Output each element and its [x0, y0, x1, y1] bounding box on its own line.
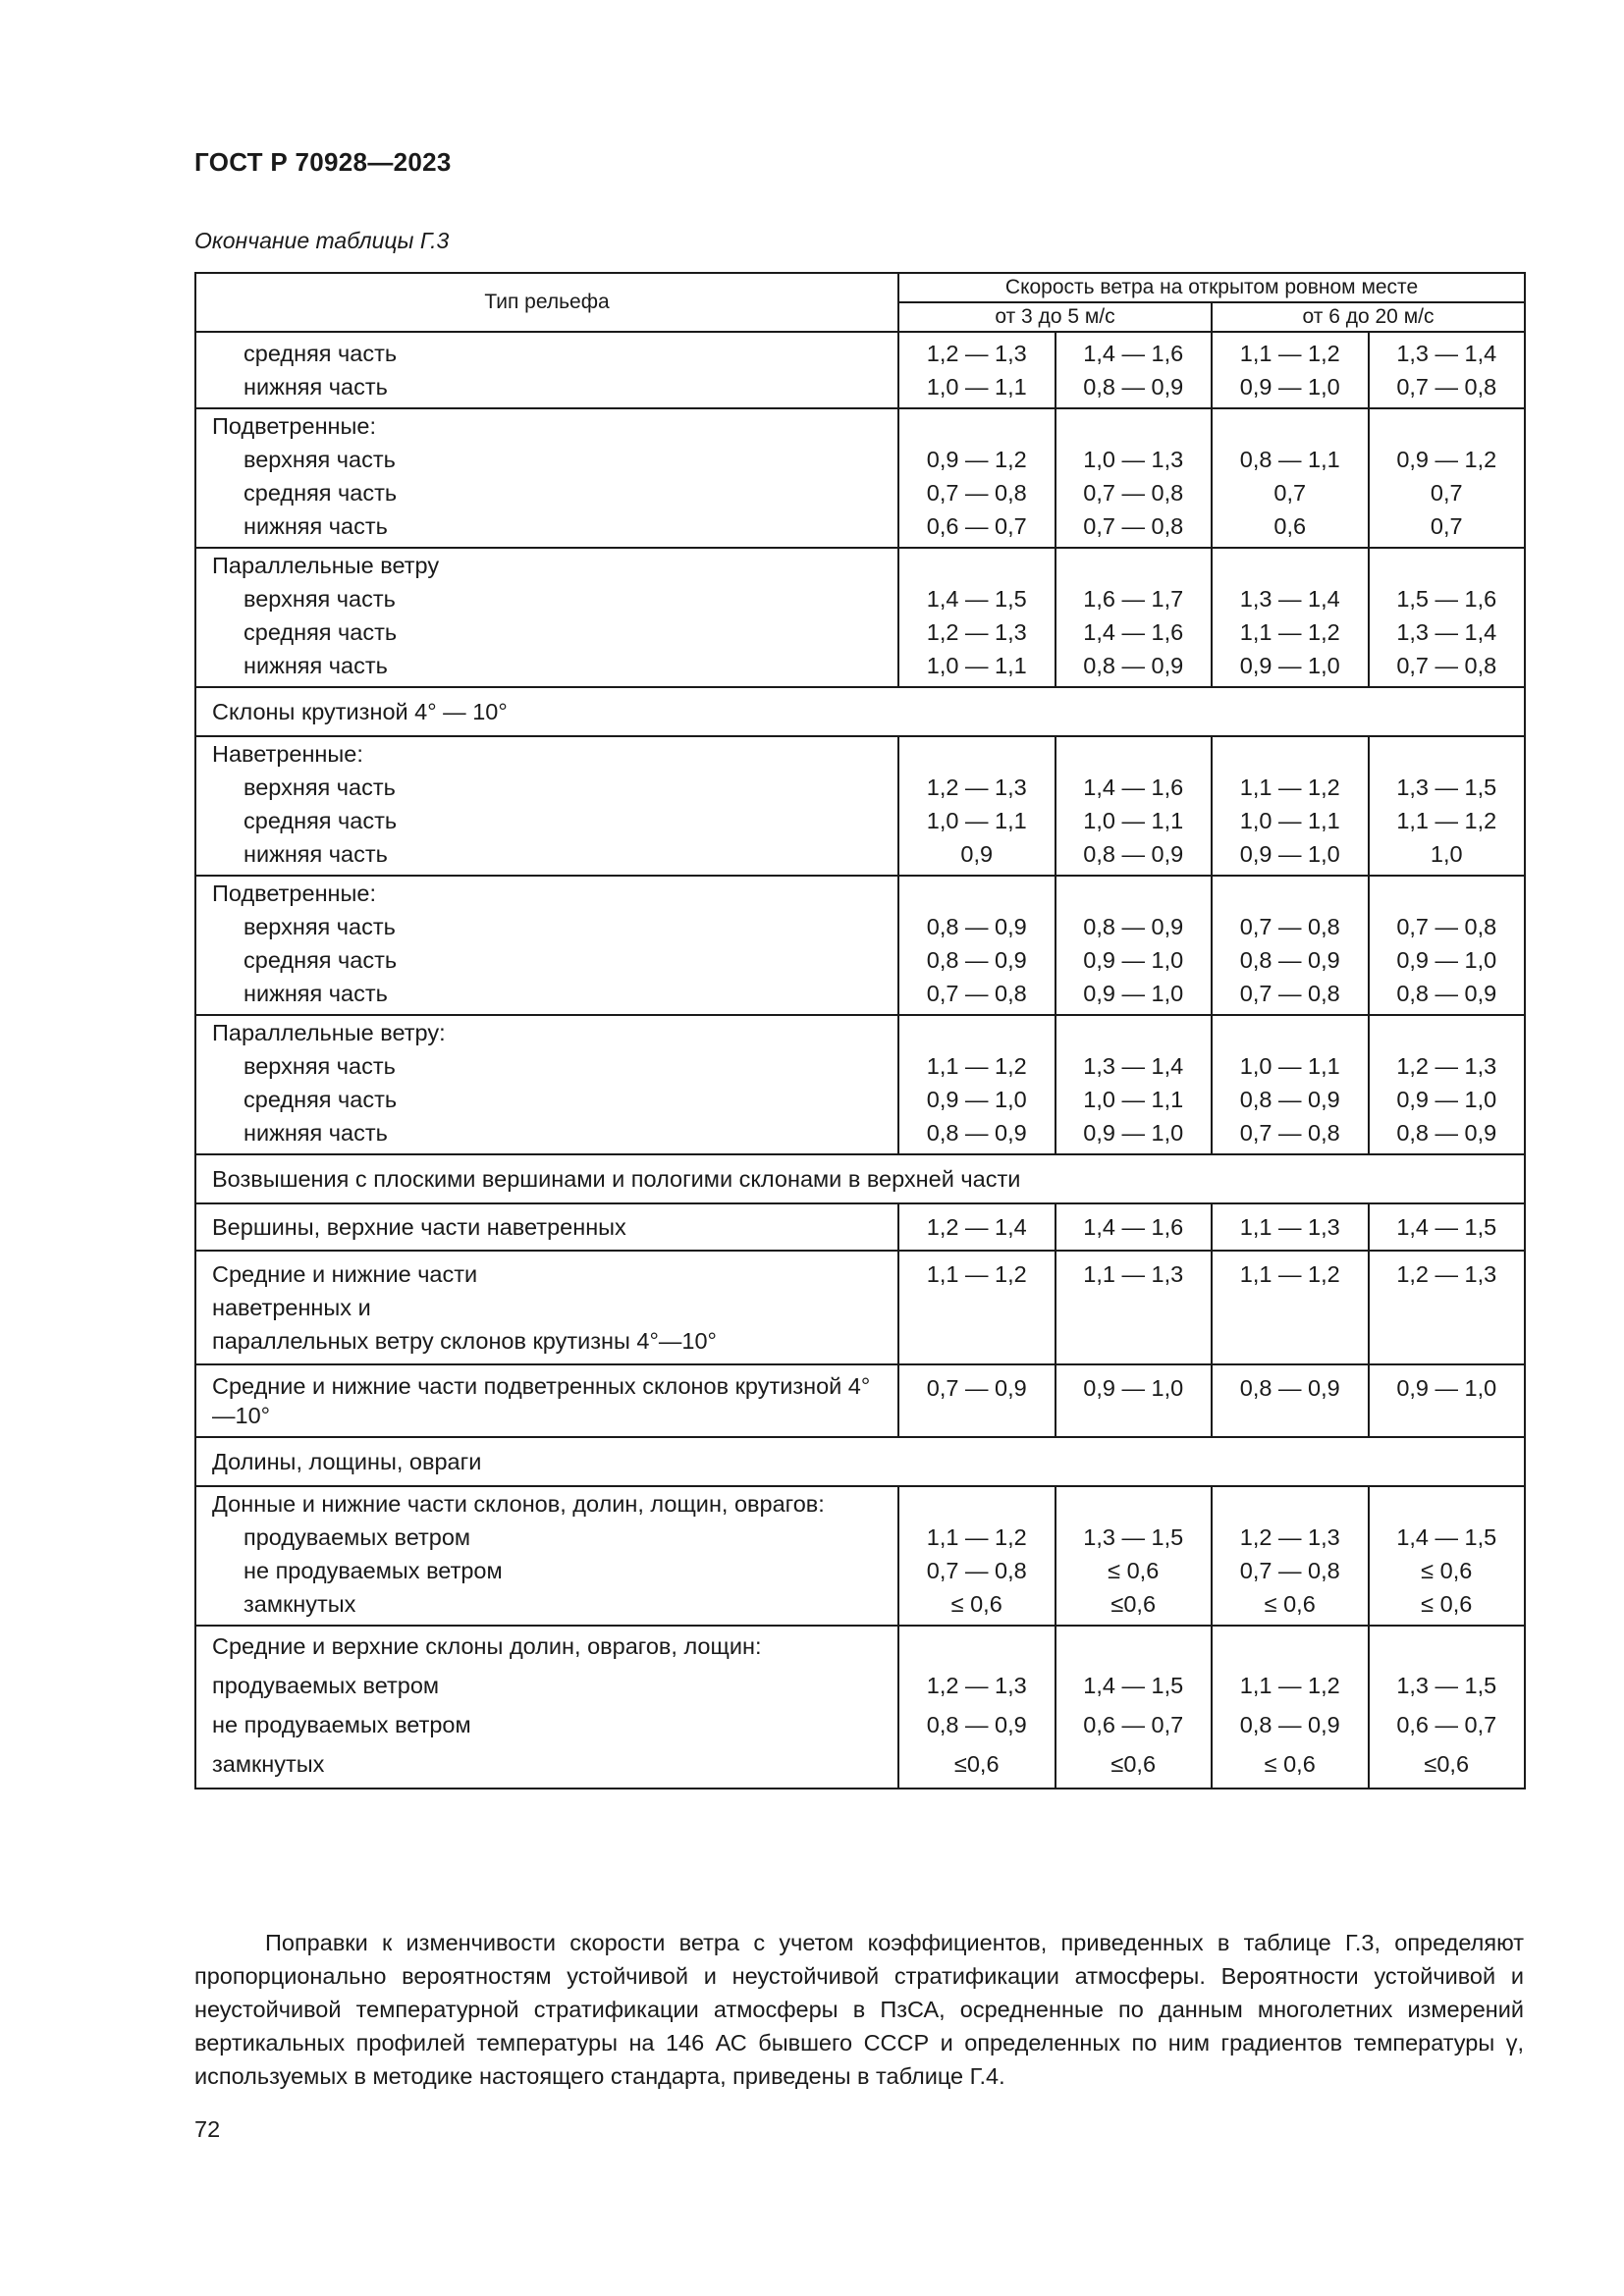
coefficient-value: 0,7 [1430, 480, 1463, 506]
coefficient-value: ≤0,6 [1110, 1591, 1157, 1617]
cell-padding [196, 543, 897, 547]
coefficient-value: 0,9 — 1,0 [1083, 1375, 1184, 1401]
table-caption: Окончание таблицы Г.3 [194, 228, 450, 253]
terrain-label-cell [195, 736, 898, 876]
paragraph-text: Поправки к изменчивости скорости ветра с учетом коэффициентов, приведенных в таблице Г.3, определяют пропорционально вероятностям устойчивой и неустойчивой стратификации атмосферы. Вероятности устойчивой и неустойчивой температурной стратификации атмосферы в ПзСА, осредненные по данным многолетних измерений вертикальных профилей температуры на 146 АС бывшего СССР и определенных по ним градиентов температуры γ, используемых в методике настоящего стандарта, приведены в таблице Г.4. [194, 1930, 1524, 2089]
page-number: 72 [194, 2116, 221, 2142]
value-cell [1056, 736, 1213, 876]
value-cell [1369, 548, 1526, 687]
coefficient-value: 0,9 — 1,0 [1083, 1120, 1184, 1146]
coefficient-value: 1,3 — 1,4 [1396, 619, 1497, 645]
value-cell [1369, 1626, 1526, 1789]
value-spacer [899, 1627, 1055, 1666]
terrain-label: Вершины, верхние части наветренных [212, 1214, 626, 1240]
value-cell [898, 1251, 1056, 1364]
value-spacer [899, 549, 1055, 582]
value-cell [898, 332, 1056, 408]
coefficient-value: 0,7 — 0,8 [1239, 1120, 1340, 1146]
coefficient-value: 1,2 — 1,3 [926, 619, 1027, 645]
value-spacer [1370, 877, 1525, 910]
coefficient-value: 0,8 — 0,9 [1239, 1087, 1340, 1112]
value-cell [1369, 1251, 1526, 1364]
table-row [195, 1486, 1525, 1626]
coefficient-value: 1,3 — 1,4 [1083, 1053, 1184, 1079]
coefficient-value: 1,1 — 1,2 [926, 1053, 1027, 1079]
terrain-sublabel: средняя часть [244, 947, 398, 973]
group-label: Подветренные: [212, 881, 377, 906]
coefficient-value: 1,0 — 1,1 [1083, 1087, 1184, 1112]
terrain-label-cell [195, 1364, 898, 1437]
value-cell [1212, 548, 1369, 687]
coefficient-value: 1,2 — 1,3 [926, 1673, 1027, 1698]
coefficient-value: 1,0 [1430, 841, 1463, 867]
group-label: Подветренные: [212, 413, 377, 439]
coefficient-value: 0,9 — 1,0 [1083, 981, 1184, 1006]
value-cell [1056, 332, 1213, 408]
coefficient-value: 1,1 — 1,2 [1239, 1261, 1340, 1287]
value-spacer [899, 737, 1055, 771]
section-heading: Возвышения с плоскими вершинами и пологими склонами в верхней части [195, 1154, 1525, 1203]
coefficient-value: 1,4 — 1,5 [1396, 1524, 1497, 1550]
coefficient-value: 0,7 — 0,8 [926, 1558, 1027, 1583]
coefficient-value: 1,1 — 1,3 [1083, 1261, 1184, 1287]
table-row [195, 1015, 1525, 1154]
coefficient-value: 1,1 — 1,2 [926, 1524, 1027, 1550]
coefficient-value: ≤0,6 [953, 1751, 1000, 1777]
coefficient-value: 1,1 — 1,2 [1239, 774, 1340, 800]
value-cell [1056, 1251, 1213, 1364]
value-cell [898, 1203, 1056, 1251]
coefficient-value: 0,9 — 1,0 [1239, 841, 1340, 867]
value-cell [1212, 332, 1369, 408]
coefficient-value: 1,4 — 1,5 [926, 586, 1027, 612]
coefficient-value: 0,7 — 0,8 [1083, 513, 1184, 539]
section-heading: Долины, лощины, овраги [195, 1437, 1525, 1486]
terrain-sublabel: средняя часть [244, 808, 398, 833]
section-heading: Склоны крутизной 4° — 10° [195, 687, 1525, 736]
terrain-sublabel: средняя часть [244, 480, 398, 506]
value-cell [1212, 876, 1369, 1015]
terrain-sublabel: нижняя часть [244, 841, 388, 867]
coefficient-value: 1,2 — 1,4 [926, 1214, 1027, 1240]
coefficient-value: 0,7 — 0,8 [1239, 1558, 1340, 1583]
coefficient-value: 1,2 — 1,3 [926, 774, 1027, 800]
coefficient-value: 0,9 — 1,0 [926, 1087, 1027, 1112]
value-spacer [1213, 1487, 1368, 1521]
coefficient-value: 1,5 — 1,6 [1396, 586, 1497, 612]
coefficient-value: 1,3 — 1,5 [1396, 774, 1497, 800]
value-cell [898, 1486, 1056, 1626]
header-wind-speed: Скорость ветра на открытом ровном месте [898, 273, 1525, 302]
coefficient-value: 1,1 — 1,2 [1396, 808, 1497, 833]
value-cell [1369, 1015, 1526, 1154]
value-cell [898, 548, 1056, 687]
coefficient-value: 1,1 — 1,3 [1239, 1214, 1340, 1240]
terrain-sublabel: нижняя часть [244, 374, 388, 400]
cell-padding [196, 1149, 897, 1153]
value-cell [898, 1015, 1056, 1154]
table-head [195, 273, 1525, 332]
coefficient-value: 1,4 — 1,5 [1396, 1214, 1497, 1240]
terrain-label-cell [195, 876, 898, 1015]
coefficient-value: 0,8 — 0,9 [926, 1712, 1027, 1737]
value-spacer [1056, 549, 1212, 582]
value-cell [1212, 1203, 1369, 1251]
group-label: Средние и верхние склоны долин, оврагов, лощин: [212, 1633, 762, 1659]
coefficient-value: 0,8 — 0,9 [1239, 1375, 1340, 1401]
coefficient-value: 0,6 — 0,7 [1083, 1712, 1184, 1737]
coefficient-value: 0,9 — 1,0 [1083, 947, 1184, 973]
table-row [195, 1251, 1525, 1364]
table-body [195, 332, 1525, 1789]
header-speed-3-5: от 3 до 5 м/с [898, 302, 1212, 332]
coefficient-value: 0,8 — 0,9 [1239, 947, 1340, 973]
value-cell [1369, 332, 1526, 408]
coefficient-value: 0,9 — 1,0 [1239, 374, 1340, 400]
coefficient-value: 1,0 — 1,1 [926, 808, 1027, 833]
value-cell [1212, 1626, 1369, 1789]
value-cell [1056, 1015, 1213, 1154]
terrain-sublabel: верхняя часть [244, 1053, 396, 1079]
cell-padding [196, 871, 897, 875]
value-spacer [899, 1016, 1055, 1049]
coefficient-value: 0,7 — 0,8 [1396, 914, 1497, 939]
coefficient-value: 0,7 — 0,9 [926, 1375, 1027, 1401]
coefficient-value: 0,8 — 0,9 [926, 914, 1027, 939]
value-spacer [1370, 1487, 1525, 1521]
coefficient-value: 1,1 — 1,2 [1239, 619, 1340, 645]
value-cell [1369, 1364, 1526, 1437]
coefficient-value: 1,0 — 1,1 [926, 653, 1027, 678]
terrain-label: Средние и нижние части подветренных склонов крутизной 4°—10° [212, 1373, 871, 1428]
value-spacer [1370, 1627, 1525, 1666]
value-cell [1056, 1203, 1213, 1251]
group-label: Параллельные ветру: [212, 1020, 446, 1045]
terrain-sublabel: нижняя часть [244, 513, 388, 539]
value-spacer [1213, 409, 1368, 443]
value-cell [1212, 1015, 1369, 1154]
body-paragraph [194, 1926, 1524, 2093]
coefficient-value: 0,7 — 0,8 [926, 981, 1027, 1006]
coefficient-value: 0,7 [1273, 480, 1307, 506]
coefficient-value: 1,2 — 1,3 [1396, 1261, 1497, 1287]
value-spacer [1213, 737, 1368, 771]
coefficient-value: 0,8 — 0,9 [1239, 1712, 1340, 1737]
value-cell [1212, 736, 1369, 876]
terrain-label: Средние и нижние части [212, 1261, 478, 1287]
table-row [195, 332, 1525, 408]
coefficient-value: 0,7 — 0,8 [1083, 480, 1184, 506]
value-spacer [899, 409, 1055, 443]
coefficient-value: 0,9 — 1,0 [1396, 1087, 1497, 1112]
value-spacer [1213, 1627, 1368, 1666]
cell-padding [196, 682, 897, 686]
group-label: Донные и нижние части склонов, долин, лощин, оврагов: [212, 1491, 825, 1517]
coefficient-value: 1,3 — 1,4 [1239, 586, 1340, 612]
table-row [195, 548, 1525, 687]
coefficient-value: 1,2 — 1,3 [1396, 1053, 1497, 1079]
terrain-label: параллельных ветру склонов крутизны 4°—10° [212, 1328, 717, 1354]
table-row [195, 1203, 1525, 1251]
value-cell [898, 736, 1056, 876]
value-spacer [1056, 877, 1212, 910]
group-label: Параллельные ветру [212, 553, 440, 578]
value-spacer [1056, 409, 1212, 443]
value-spacer [1213, 877, 1368, 910]
table-row [195, 1364, 1525, 1437]
terrain-sublabel: продуваемых ветром [244, 1524, 471, 1550]
value-spacer [899, 877, 1055, 910]
terrain-sublabel: средняя часть [244, 619, 398, 645]
terrain-sublabel: нижняя часть [244, 981, 388, 1006]
terrain-sublabel: верхняя часть [244, 447, 396, 472]
terrain-label-cell [195, 548, 898, 687]
value-cell [1212, 1251, 1369, 1364]
cell-padding [196, 1784, 897, 1788]
coefficient-value: ≤ 0,6 [1421, 1591, 1473, 1617]
value-cell [1056, 408, 1213, 548]
value-spacer [1056, 1627, 1212, 1666]
coefficient-value: 1,0 — 1,3 [1083, 447, 1184, 472]
value-spacer [1056, 737, 1212, 771]
value-cell [1369, 736, 1526, 876]
coefficient-value: ≤0,6 [1110, 1751, 1157, 1777]
coefficient-value: 1,3 — 1,4 [1396, 341, 1497, 366]
coefficient-value: 1,4 — 1,6 [1083, 619, 1184, 645]
coefficient-value: ≤ 0,6 [1108, 1558, 1160, 1583]
coefficient-value: 0,8 — 0,9 [1083, 374, 1184, 400]
terrain-sublabel: замкнутых [212, 1751, 325, 1777]
header-terrain-type: Тип рельефа [195, 273, 898, 332]
coefficient-value: ≤ 0,6 [1421, 1558, 1473, 1583]
coefficient-value: 0,8 — 0,9 [926, 947, 1027, 973]
cell-padding [196, 1010, 897, 1014]
coefficient-value: 0,9 — 1,0 [1396, 947, 1497, 973]
terrain-sublabel: не продуваемых ветром [244, 1558, 503, 1583]
value-cell [1056, 1364, 1213, 1437]
coefficient-value: 0,8 — 0,9 [1083, 914, 1184, 939]
value-spacer [1056, 1016, 1212, 1049]
cell-padding [196, 403, 897, 407]
coefficient-value: 1,1 — 1,2 [1239, 1673, 1340, 1698]
coefficient-value: ≤ 0,6 [1264, 1751, 1316, 1777]
coefficient-value: ≤0,6 [1424, 1751, 1470, 1777]
terrain-label-cell [195, 1251, 898, 1364]
value-spacer [1056, 1487, 1212, 1521]
coefficient-value: 0,9 — 1,2 [926, 447, 1027, 472]
coefficient-value: 0,7 — 0,8 [926, 480, 1027, 506]
coefficient-value: 0,7 — 0,8 [1396, 374, 1497, 400]
table-row [195, 408, 1525, 548]
terrain-label-cell [195, 332, 898, 408]
coefficient-value: 1,1 — 1,2 [1239, 341, 1340, 366]
coefficient-value: 1,3 — 1,5 [1396, 1673, 1497, 1698]
coefficient-value: 0,6 [1273, 513, 1307, 539]
value-cell [1369, 1486, 1526, 1626]
value-cell [898, 408, 1056, 548]
group-label: Наветренные: [212, 741, 363, 767]
coefficient-value: 0,9 — 1,0 [1239, 653, 1340, 678]
coefficient-value: 0,8 — 0,9 [1083, 841, 1184, 867]
cell-padding [196, 1621, 897, 1625]
value-spacer [899, 1487, 1055, 1521]
coefficient-value: 1,6 — 1,7 [1083, 586, 1184, 612]
coefficient-value: 0,8 — 0,9 [1083, 653, 1184, 678]
terrain-sublabel: продуваемых ветром [212, 1673, 440, 1698]
coefficient-value: 0,8 — 0,9 [1396, 981, 1497, 1006]
terrain-sublabel: нижняя часть [244, 1120, 388, 1146]
terrain-sublabel: верхняя часть [244, 586, 396, 612]
terrain-sublabel: нижняя часть [244, 653, 388, 678]
value-cell [1369, 408, 1526, 548]
coefficient-value: 0,7 [1430, 513, 1463, 539]
header-speed-6-20: от 6 до 20 м/с [1212, 302, 1525, 332]
terrain-label-cell [195, 1203, 898, 1251]
coefficient-value: 0,9 [960, 841, 994, 867]
terrain-sublabel: верхняя часть [244, 774, 396, 800]
coefficient-value: 0,6 — 0,7 [926, 513, 1027, 539]
value-cell [1212, 408, 1369, 548]
terrain-sublabel: средняя часть [244, 341, 398, 366]
value-spacer [1213, 549, 1368, 582]
terrain-label-cell [195, 408, 898, 548]
section-row [195, 1437, 1525, 1486]
coefficient-value: 1,0 — 1,1 [926, 374, 1027, 400]
value-cell [1056, 1626, 1213, 1789]
value-cell [1212, 1364, 1369, 1437]
terrain-label-cell [195, 1626, 898, 1789]
coefficient-value: 1,4 — 1,6 [1083, 774, 1184, 800]
coefficient-value: 0,8 — 0,9 [1396, 1120, 1497, 1146]
coefficient-value: 1,2 — 1,3 [1239, 1524, 1340, 1550]
value-cell [1056, 1486, 1213, 1626]
coefficient-value: 0,7 — 0,8 [1239, 981, 1340, 1006]
coefficient-value: ≤ 0,6 [1264, 1591, 1316, 1617]
section-row [195, 687, 1525, 736]
value-spacer [1370, 737, 1525, 771]
value-cell [898, 1626, 1056, 1789]
coefficient-value: 0,8 — 0,9 [926, 1120, 1027, 1146]
terrain-sublabel: не продуваемых ветром [212, 1712, 471, 1737]
table-row [195, 736, 1525, 876]
coefficient-value: 1,1 — 1,2 [926, 1261, 1027, 1287]
coefficient-value: 1,4 — 1,5 [1083, 1673, 1184, 1698]
value-spacer [1370, 1016, 1525, 1049]
value-spacer [1370, 549, 1525, 582]
terrain-sublabel: средняя часть [244, 1087, 398, 1112]
coefficient-value: 1,4 — 1,6 [1083, 341, 1184, 366]
coefficient-value: 0,9 — 1,2 [1396, 447, 1497, 472]
value-spacer [1213, 1016, 1368, 1049]
value-cell [1369, 876, 1526, 1015]
table-row [195, 876, 1525, 1015]
terrain-sublabel: верхняя часть [244, 914, 396, 939]
value-cell [1369, 1203, 1526, 1251]
value-cell [1056, 548, 1213, 687]
terrain-label-cell [195, 1486, 898, 1626]
value-cell [1212, 1486, 1369, 1626]
coefficient-value: 1,0 — 1,1 [1239, 808, 1340, 833]
coefficient-value: 0,9 — 1,0 [1396, 1375, 1497, 1401]
value-cell [1056, 876, 1213, 1015]
coefficient-value: 1,2 — 1,3 [926, 341, 1027, 366]
table-row [195, 1626, 1525, 1789]
terrain-sublabel: замкнутых [244, 1591, 356, 1617]
value-spacer [1370, 409, 1525, 443]
coefficient-value: 1,4 — 1,6 [1083, 1214, 1184, 1240]
coefficient-value: 1,0 — 1,1 [1083, 808, 1184, 833]
coefficient-value: 0,6 — 0,7 [1396, 1712, 1497, 1737]
coefficient-value: 0,8 — 1,1 [1239, 447, 1340, 472]
coefficient-value: 0,7 — 0,8 [1396, 653, 1497, 678]
terrain-coefficients-table [194, 272, 1526, 1789]
value-cell [898, 876, 1056, 1015]
coefficient-value: ≤ 0,6 [950, 1591, 1002, 1617]
coefficient-value: 1,0 — 1,1 [1239, 1053, 1340, 1079]
document-code: ГОСТ Р 70928—2023 [194, 147, 452, 177]
value-cell [898, 1364, 1056, 1437]
coefficient-value: 1,3 — 1,5 [1083, 1524, 1184, 1550]
coefficient-value: 0,7 — 0,8 [1239, 914, 1340, 939]
terrain-label-cell [195, 1015, 898, 1154]
section-row [195, 1154, 1525, 1203]
terrain-label: наветренных и [212, 1295, 371, 1320]
